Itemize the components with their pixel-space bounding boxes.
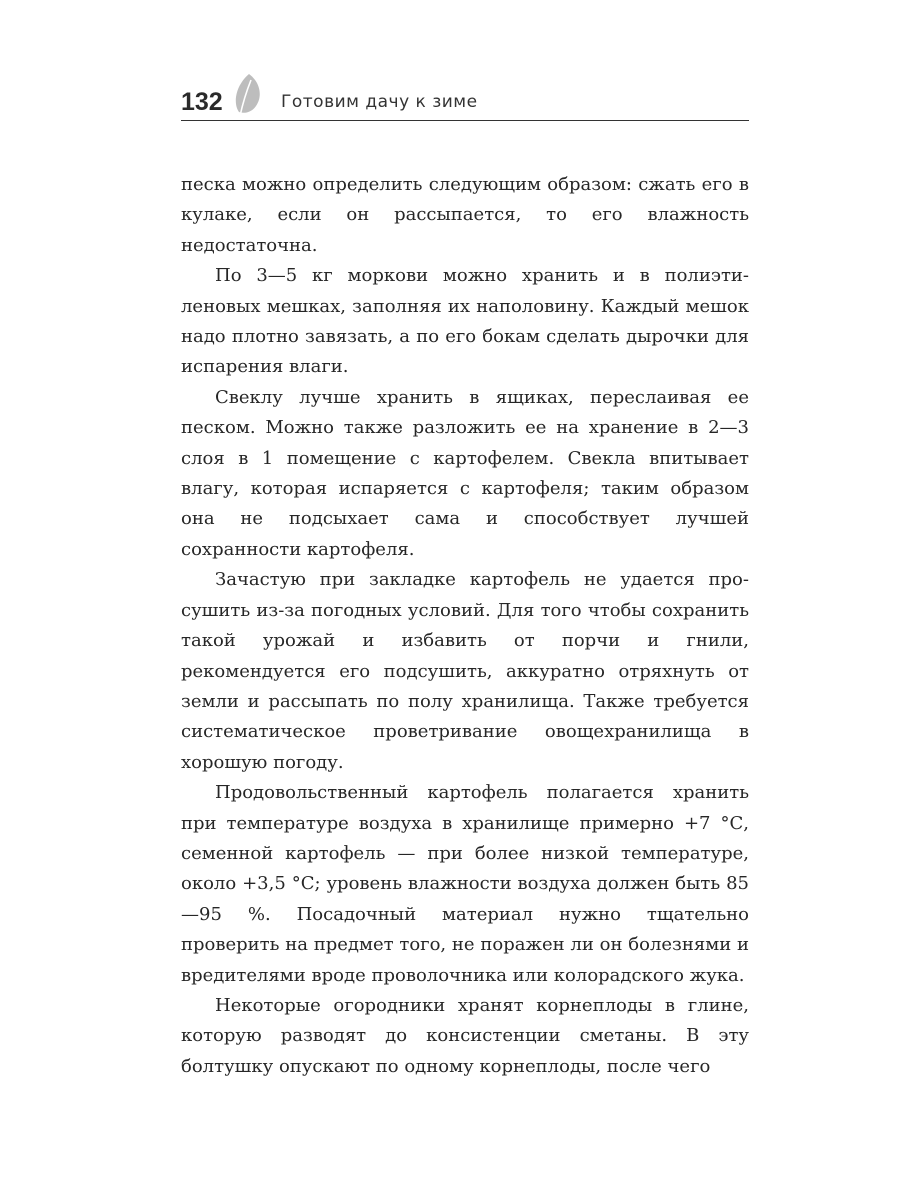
body-text xyxy=(181,170,749,1082)
running-title: Готовим дачу к зиме xyxy=(281,92,478,112)
page-header xyxy=(181,68,749,124)
paragraph: Некоторые огородники хранят корнеплоды в глине, которую разводят до консистенции сметаны. В эту болтушку опускают по одному корнеплоды, после чего xyxy=(181,994,749,1077)
paragraph: Свеклу лучше хранить в ящиках, переслаивая ее песком. Можно также разложить ее на хранение в 2—3 слоя в 1 помещение с картофелем. Свекла впитывает влагу, которая испаряется с картофеля; таким образом она не подсыхает сама и способствует лучшей сохранности картофеля. xyxy=(181,386,749,560)
paragraph: песка можно определить следующим образом: сжать его в кулаке, если он рассыпается, то его влажность недостаточна. xyxy=(181,174,749,256)
header-rule xyxy=(181,120,749,121)
paragraph: По 3—5 кг моркови можно хранить и в полиэтиленовых мешках, заполняя их наполовину. Каждый мешок надо плотно завязать, а по его бокам сделать дырочки для испарения влаги. xyxy=(181,265,749,378)
paragraph: Продовольственный картофель полагается хранить при температуре воздуха в хранилище примерно +7 °С, семенной картофель — при более низкой температуре, около +3,5 °С; уровень влажности воздуха должен быть 85—95 %. Посадочный материал нужно тщательно проверить на предмет того, не поражен ли он болезнями и вредителями вроде проволочника или колорадского жука. xyxy=(181,782,749,986)
page-number: 132 xyxy=(181,88,223,116)
paragraph: Зачастую при закладке картофель не удается просушить из-за погодных условий. Для того чтобы сохранить такой урожай и избавить от порчи и гнили, рекомендуется его подсушить, аккуратно отряхнуть от земли и рассыпать по полу хранилища. Также требуется систематическое проветривание овощехранилища в хорошую погоду. xyxy=(181,569,749,773)
leaf-icon xyxy=(229,72,267,118)
